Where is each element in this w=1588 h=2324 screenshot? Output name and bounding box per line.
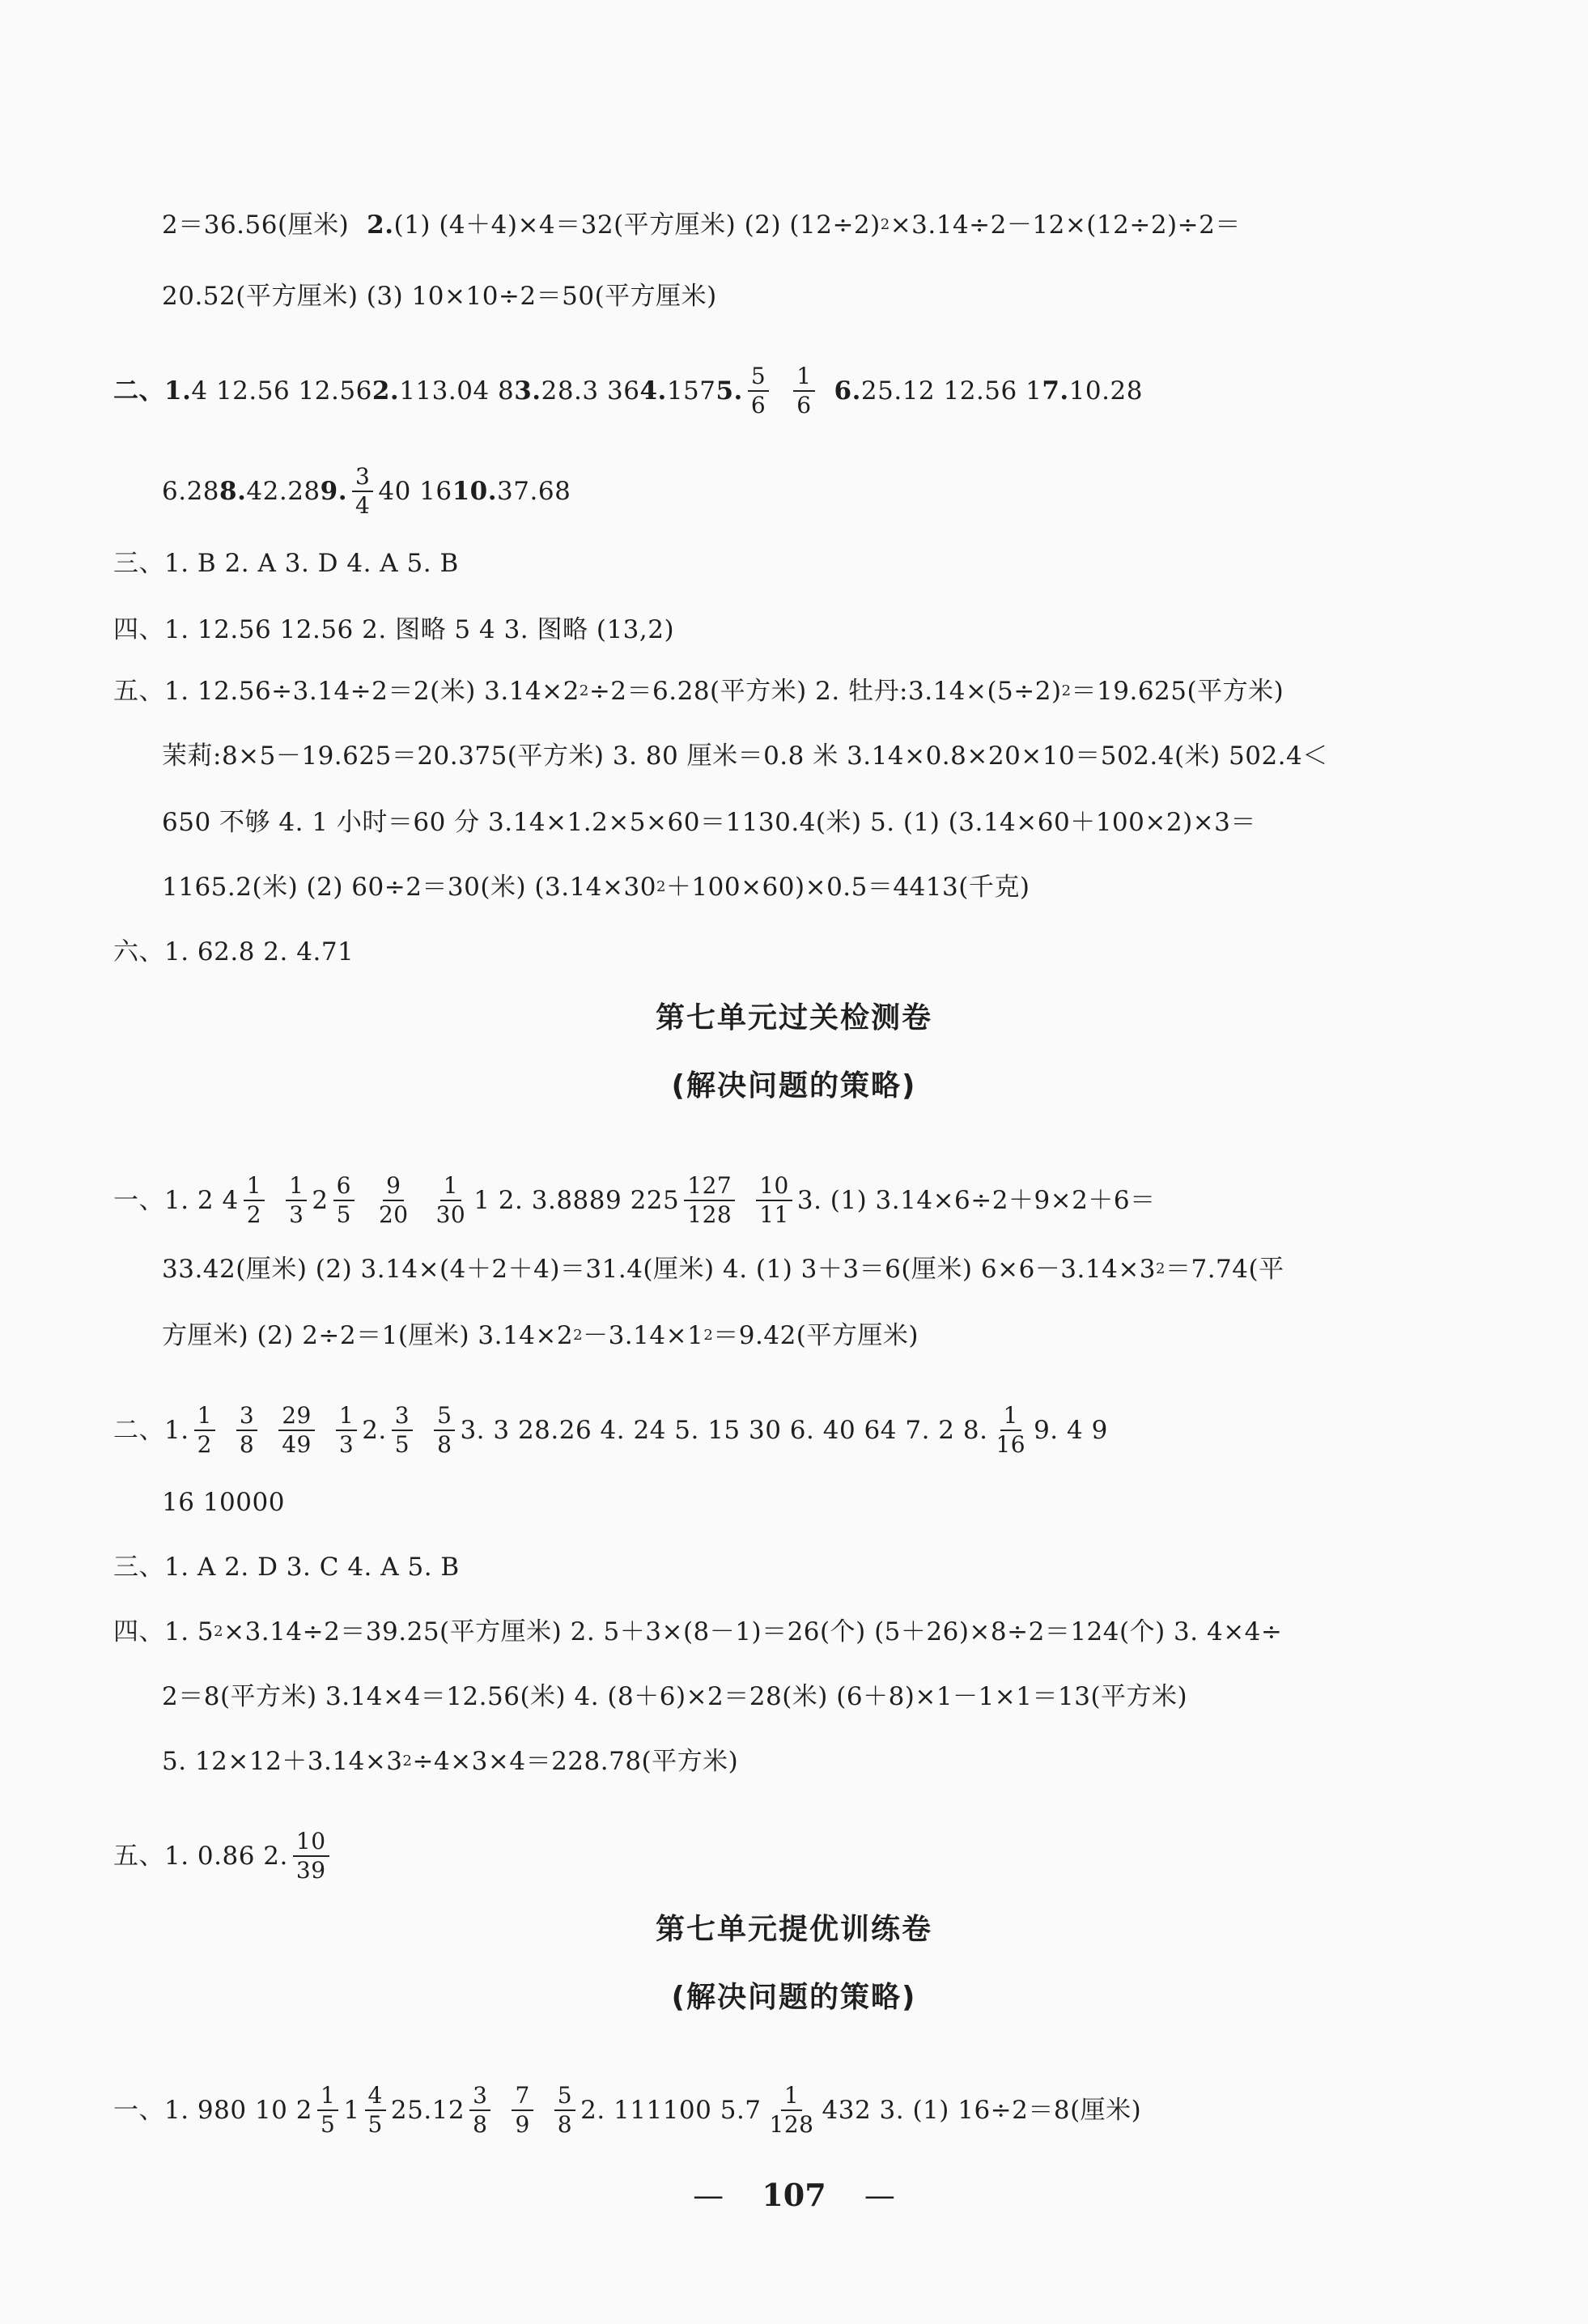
text: ×3.14÷2－12×(12÷2)÷2＝ xyxy=(890,210,1241,240)
answer-line xyxy=(113,614,674,646)
answer-line: 5. 12×12＋3.14×3 2 ÷4×3×4＝228.78(平方米) xyxy=(162,1747,739,1776)
fraction: $\frac{10}{39}$ xyxy=(293,1828,329,1884)
text: 33.42(厘米) (2) 3.14×(4＋2＋4)＝31.4(厘米) 4. (1) 3＋3＝6(厘米) 6×6－3.14×3 xyxy=(162,1255,1157,1284)
fraction: $\frac{1}{6}$ xyxy=(793,363,814,419)
fraction: $\frac{1}{30}$ xyxy=(435,1172,466,1228)
text: (1) (4＋4)×4＝32(平方厘米) (2) (12÷2) xyxy=(393,210,881,240)
answer-line xyxy=(162,463,571,520)
answer-line xyxy=(113,363,1143,419)
answer-line xyxy=(113,1551,460,1583)
text: 1 xyxy=(343,2096,360,2125)
fraction: $\frac{1}{3}$ xyxy=(286,1172,307,1229)
text: 四、1. 12.56 12.56 2. 图略 5 4 3. 图略 (13,2) xyxy=(113,615,675,644)
text: 2＝8(平方米) 3.14×4＝12.56(米) 4. (8＋6)×2＝28(米) (6＋8)×1－1×1＝13(平方米) xyxy=(162,1682,1188,1711)
text: ＝19.625(平方米) xyxy=(1071,677,1284,706)
text: 25.12 xyxy=(390,2096,465,2125)
answer-line: 33.42(厘米) (2) 3.14×(4＋2＋4)＝31.4(厘米) 4. (1) 3＋3＝6(厘米) 6×6－3.14×3 2 ＝7.74(平 xyxy=(162,1255,1284,1284)
text: 40 16 xyxy=(378,477,452,506)
section-subtitle: (解决问题的策略) xyxy=(671,1981,917,2014)
fraction: $\frac{1}{16}$ xyxy=(996,1402,1026,1458)
text: 一、1. 2 4 xyxy=(113,1186,239,1215)
text: 茉莉:8×5－19.625＝20.375(平方米) 3. 80 厘米＝0.8 米 3.14×0.8×20×10＝502.4(米) 502.4＜ xyxy=(162,741,1328,771)
fraction: $\frac{127}{128}$ xyxy=(684,1172,735,1229)
answer-line: 方厘米) (2) 2÷2＝1(厘米) 3.14×2 2 －3.14×1 2 ＝9.42(平方厘米) xyxy=(162,1321,919,1350)
fraction: $\frac{3}{8}$ xyxy=(469,2082,490,2139)
text: 二、1. xyxy=(113,1416,189,1445)
page-number-value: 107 xyxy=(762,2177,826,2213)
answer-line xyxy=(113,1402,1108,1459)
fraction: $\frac{1}{2}$ xyxy=(244,1172,265,1229)
text: ＋100×60)×0.5＝4413(千克) xyxy=(665,873,1030,902)
answer-line: 五、1. 12.56÷3.14÷2＝2(米) 3.14×2 2 ÷2＝6.28(平方米) 2. 牡丹:3.14×(5÷2) 2 ＝19.625(平方米) xyxy=(113,677,1284,706)
answer-line xyxy=(113,547,459,580)
fraction: $\frac{3}{8}$ xyxy=(236,1402,257,1459)
text: ＝9.42(平方厘米) xyxy=(713,1321,919,1350)
fraction: $\frac{1}{2}$ xyxy=(194,1402,215,1459)
text: 五、1. 12.56÷3.14÷2＝2(米) 3.14×2 xyxy=(113,677,580,706)
answer-line xyxy=(113,1172,1156,1229)
fraction: $\frac{3}{5}$ xyxy=(392,1402,413,1459)
text: ÷2＝6.28(平方米) 2. 牡丹:3.14×(5÷2) xyxy=(588,677,1062,706)
question-number: 9. xyxy=(320,477,348,506)
text: 432 3. (1) 16÷2＝8(厘米) xyxy=(822,2096,1142,2125)
text: 42.28 xyxy=(246,477,321,506)
text: 四、1. 5 xyxy=(113,1617,214,1646)
fraction: $\frac{5}{8}$ xyxy=(554,2082,575,2139)
fraction: $\frac{10}{11}$ xyxy=(756,1172,792,1229)
answer-line: 四、1. 5 2 ×3.14÷2＝39.25(平方厘米) 2. 5＋3×(8－1)＝26(个) (5＋26)×8÷2＝124(个) 3. 4×4÷ xyxy=(113,1617,1283,1646)
text: ÷4×3×4＝228.78(平方米) xyxy=(412,1747,739,1776)
text: 三、1. B 2. A 3. D 4. A 5. B xyxy=(113,549,459,578)
question-number: 2. xyxy=(367,210,394,240)
fraction: $\frac{3}{4}$ xyxy=(352,463,373,520)
text: 方厘米) (2) 2÷2＝1(厘米) 3.14×2 xyxy=(162,1321,574,1350)
text: 113.04 8 xyxy=(399,376,515,406)
text: 6.28 xyxy=(162,477,220,506)
text: 157 xyxy=(666,376,716,406)
text: 2. 111100 5.7 xyxy=(580,2096,762,2125)
question-number: 4. xyxy=(639,376,667,406)
question-number: 3. xyxy=(514,376,541,406)
answer-line xyxy=(113,2082,1141,2139)
text: －3.14×1 xyxy=(583,1321,704,1350)
text: ＝7.74(平 xyxy=(1165,1255,1284,1284)
text: 三、1. A 2. D 3. C 4. A 5. B xyxy=(113,1553,460,1582)
text: 2 xyxy=(312,1186,329,1215)
answer-line: 1165.2(米) (2) 60÷2＝30(米) (3.14×30 2 ＋100×60)×0.5＝4413(千克) xyxy=(162,873,1030,902)
question-number: 7. xyxy=(1042,376,1069,406)
text: 2＝36.56(厘米) xyxy=(162,210,350,240)
answer-line xyxy=(162,1680,1187,1713)
text: 2. xyxy=(362,1416,387,1445)
question-number: 10. xyxy=(452,477,498,506)
text: 六、1. 62.8 2. 4.71 xyxy=(113,937,355,967)
section-label: 二、 xyxy=(113,376,164,406)
fraction: $\frac{1}{3}$ xyxy=(336,1402,357,1459)
text: 9. 4 9 xyxy=(1034,1416,1108,1445)
fraction: $\frac{1}{5}$ xyxy=(317,2082,338,2139)
fraction: $\frac{5}{8}$ xyxy=(434,1402,455,1459)
text: 10.28 xyxy=(1068,376,1143,406)
section-title: 第七单元提优训练卷 xyxy=(655,1913,932,1946)
fraction: $\frac{9}{20}$ xyxy=(378,1172,409,1228)
question-number: 2. xyxy=(372,376,400,406)
page-number xyxy=(0,2177,1588,2213)
text: 4 12.56 12.56 xyxy=(191,376,372,406)
text: 3. 3 28.26 4. 24 5. 15 30 6. 40 64 7. 2 8. xyxy=(460,1416,988,1445)
fraction: $\frac{6}{5}$ xyxy=(333,1172,355,1229)
question-number: 1. xyxy=(164,376,192,406)
answer-line xyxy=(162,806,1256,839)
text: 5. 12×12＋3.14×3 xyxy=(162,1747,403,1776)
text: 一、1. 980 10 2 xyxy=(113,2096,312,2125)
text: 28.3 36 xyxy=(541,376,640,406)
text: 25.12 12.56 1 xyxy=(860,376,1042,406)
text: 五、1. 0.86 2. xyxy=(113,1842,288,1871)
answer-line xyxy=(113,1828,334,1884)
fraction: $\frac{29}{49}$ xyxy=(278,1402,315,1459)
question-number: 6. xyxy=(834,376,861,406)
answer-line xyxy=(113,936,354,968)
text: 37.68 xyxy=(497,477,571,506)
dash: — xyxy=(864,2177,895,2213)
text: 650 不够 4. 1 小时＝60 分 3.14×1.2×5×60＝1130.4(米) 5. (1) (3.14×60＋100×2)×3＝ xyxy=(162,808,1256,837)
dash: — xyxy=(693,2177,724,2213)
answer-line xyxy=(162,1486,285,1519)
fraction: $\frac{1}{128}$ xyxy=(769,2082,814,2138)
answer-line xyxy=(162,280,717,312)
text: 16 10000 xyxy=(162,1488,285,1517)
question-number: 5. xyxy=(715,376,743,406)
text: 1 2. 3.8889 225 xyxy=(473,1186,680,1215)
text: 3. (1) 3.14×6÷2＋9×2＋6＝ xyxy=(796,1186,1156,1215)
answer-line xyxy=(162,740,1328,772)
text: 1165.2(米) (2) 60÷2＝30(米) (3.14×30 xyxy=(162,873,656,902)
fraction: $\frac{4}{5}$ xyxy=(365,2082,386,2139)
section-subtitle: (解决问题的策略) xyxy=(671,1069,917,1103)
text: 20.52(平方厘米) (3) 10×10÷2＝50(平方厘米) xyxy=(162,282,717,311)
question-number: 8. xyxy=(219,477,247,506)
section-title: 第七单元过关检测卷 xyxy=(655,1001,932,1035)
answer-line: 2＝36.56(厘米) 2. (1) (4＋4)×4＝32(平方厘米) (2) (12÷2) 2 ×3.14÷2－12×(12÷2)÷2＝ xyxy=(162,210,1241,240)
fraction: $\frac{5}{6}$ xyxy=(748,363,769,419)
text: ×3.14÷2＝39.25(平方厘米) 2. 5＋3×(8－1)＝26(个) (5＋26)×8÷2＝124(个) 3. 4×4÷ xyxy=(223,1617,1283,1646)
fraction: $\frac{7}{9}$ xyxy=(512,2082,533,2139)
